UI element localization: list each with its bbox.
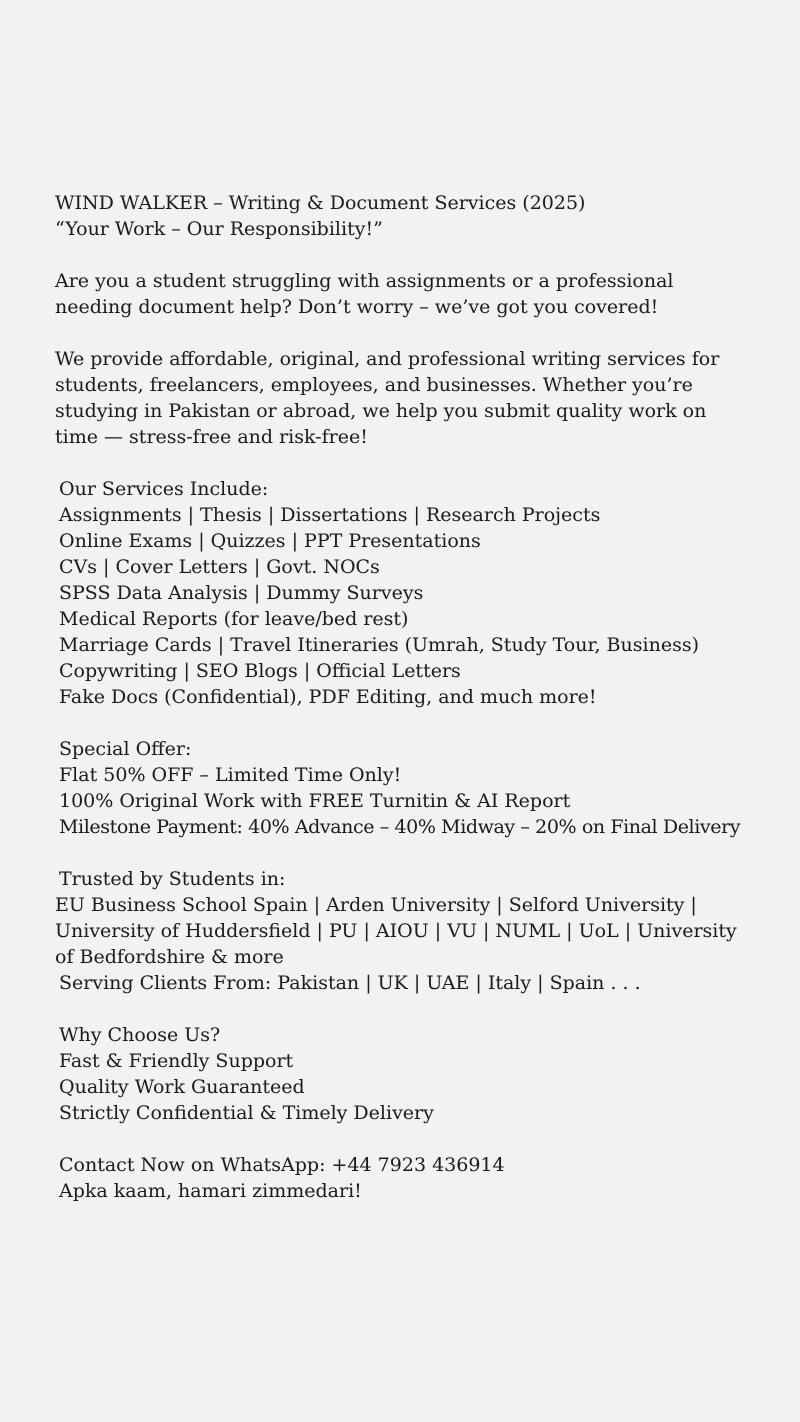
contact-whatsapp: Contact Now on WhatsApp: +44 7923 436914 bbox=[59, 1154, 505, 1176]
why-heading: Why Choose Us? bbox=[59, 1024, 221, 1046]
why-item: Fast & Friendly Support bbox=[59, 1050, 294, 1072]
services-section bbox=[55, 476, 760, 710]
offer-section bbox=[55, 736, 760, 840]
offer-heading: Special Offer: bbox=[59, 738, 192, 760]
service-item: CVs | Cover Letters | Govt. NOCs bbox=[59, 556, 380, 578]
tagline: “Your Work – Our Responsibility!” bbox=[55, 218, 383, 240]
header-block bbox=[55, 190, 760, 242]
why-item: Strictly Confidential & Timely Delivery bbox=[59, 1102, 434, 1124]
offer-item: Milestone Payment: 40% Advance – 40% Midway – 20% on Final Delivery bbox=[59, 816, 741, 838]
why-section bbox=[55, 1022, 760, 1126]
contact-closing: Apka kaam, hamari zimmedari! bbox=[59, 1180, 362, 1202]
intro-question-text: Are you a student struggling with assignments or a professional needing document help? Don’t worry – we’ve got you covered! bbox=[55, 270, 674, 318]
offer-item: Flat 50% OFF – Limited Time Only! bbox=[59, 764, 402, 786]
offer-item: 100% Original Work with FREE Turnitin & AI Report bbox=[59, 790, 571, 812]
service-item: SPSS Data Analysis | Dummy Surveys bbox=[59, 582, 424, 604]
service-item: Online Exams | Quizzes | PPT Presentations bbox=[59, 530, 481, 552]
service-item: Fake Docs (Confidential), PDF Editing, and much more! bbox=[59, 686, 597, 708]
intro-description bbox=[55, 346, 760, 450]
contact-section bbox=[55, 1152, 760, 1204]
why-item: Quality Work Guaranteed bbox=[59, 1076, 305, 1098]
trusted-heading: Trusted by Students in: bbox=[59, 868, 286, 890]
service-item: Copywriting | SEO Blogs | Official Letters bbox=[59, 660, 461, 682]
services-heading: Our Services Include: bbox=[59, 478, 269, 500]
trusted-clients: Serving Clients From: Pakistan | UK | UAE | Italy | Spain . . . bbox=[59, 972, 641, 994]
intro-question bbox=[55, 268, 760, 320]
page-title: WIND WALKER – Writing & Document Services (2025) bbox=[55, 192, 586, 214]
trusted-section bbox=[55, 866, 760, 996]
service-item: Medical Reports (for leave/bed rest) bbox=[59, 608, 409, 630]
trusted-universities: EU Business School Spain | Arden University | Selford University | University of Huddersfield | PU | AIOU | VU | NUML | UoL | University of Bedfordshire & more bbox=[55, 894, 737, 968]
intro-description-text: We provide affordable, original, and professional writing services for students, freelancers, employees, and businesses. Whether you’re studying in Pakistan or abroad, we help you submit quality work on time — stress-free and risk-free! bbox=[55, 348, 720, 448]
service-item: Assignments | Thesis | Dissertations | Research Projects bbox=[59, 504, 601, 526]
service-item: Marriage Cards | Travel Itineraries (Umrah, Study Tour, Business) bbox=[59, 634, 699, 656]
